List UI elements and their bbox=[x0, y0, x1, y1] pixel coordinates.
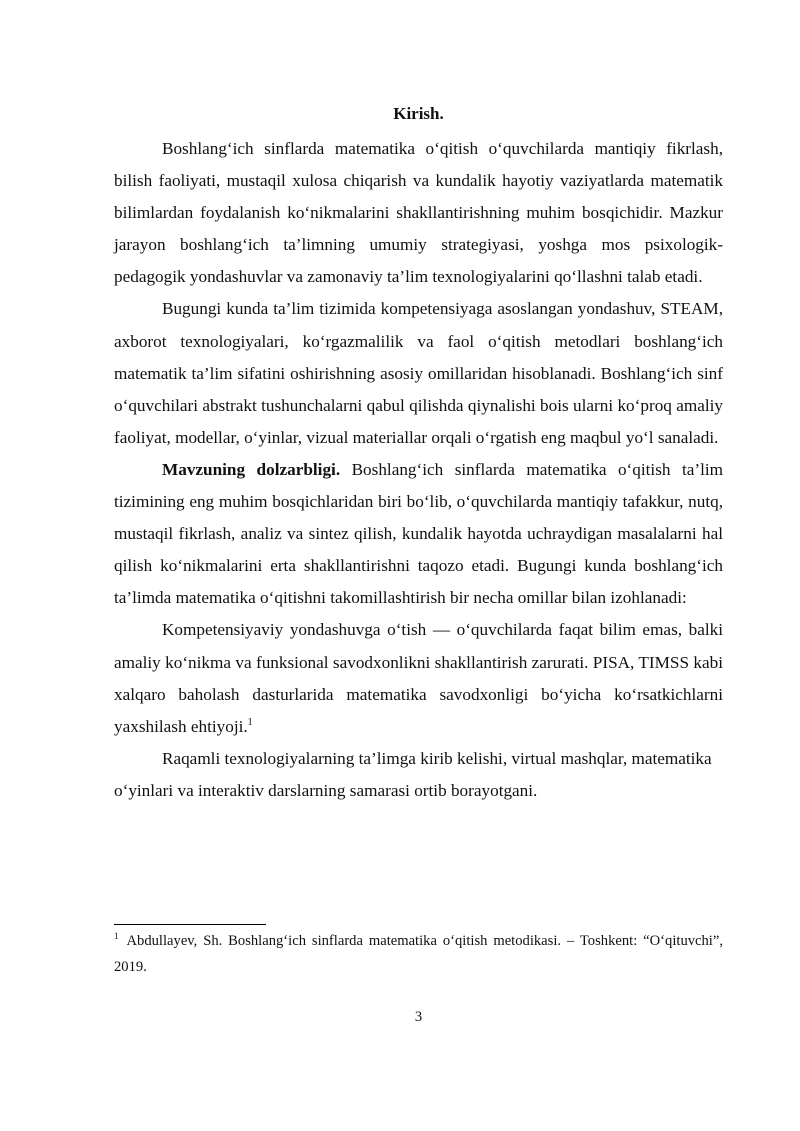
footnote-separator bbox=[114, 924, 266, 925]
paragraph-text: Raqamli texnologiyalarning ta’limga kirib kelishi, virtual mashqlar, matematika o‘yinlari va interaktiv darslarning samarasi ortib borayotgani. bbox=[114, 748, 712, 800]
paragraph-text: Kompetensiyaviy yondashuvga o‘tish — o‘quvchilarda faqat bilim emas, balki amaliy ko‘nikma va funksional savodxonlikni shakllantirish zarurati. PISA, TIMSS kabi xalqaro baholash dasturlarida matematika savodxonligi bo‘yicha ko‘rsatkichlarni yaxshilash ehtiyoji. bbox=[114, 620, 723, 736]
footnote-text: Abdullayev, Sh. Boshlang‘ich sinflarda matematika o‘qitish metodikasi. – Toshkent: “O‘qituvchi”, 2019. bbox=[114, 933, 723, 975]
paragraph-text: Boshlang‘ich sinflarda matematika o‘qitish ta’lim tizimining eng muhim bosqichlaridan biri bo‘lib, o‘quvchilarda mantiqiy tafakkur, nutq, mustaqil fikrlash, analiz va sintez qilish, kundalik hayotda uchraydigan masalalarni hal qilish ko‘nikmalarini erta shakllantirishni taqozo etadi. Bugungi kunda boshlang‘ich ta’limda matematika o‘qitishni takomillashtirish bir necha omillar bilan izohlanadi: bbox=[114, 459, 724, 608]
paragraph-text: Bugungi kunda ta’lim tizimida kompetensiyaga asoslangan yondashuv, STEAM, axborot texnologiyalari, ko‘rgazmalilik va faol o‘qitish metodlari boshlang‘ich matematik ta’lim sifatini oshirishning asosiy omillaridan hisoblanadi. Boshlang‘ich sinf o‘quvchilari abstrakt tushunchalarni qabul qilishda qiynalishi bois ularni ko‘proq amaliy faoliyat, modellar, o‘yinlar, vizual materiallar orqali o‘rgatish eng maqbul yo‘l sanaladi. bbox=[114, 299, 723, 447]
body-text bbox=[114, 133, 723, 807]
paragraph-relevance bbox=[114, 454, 723, 614]
footnote bbox=[114, 928, 723, 980]
footnote-marker: 1 bbox=[114, 931, 119, 941]
paragraph-competency-transition bbox=[114, 614, 723, 742]
section-heading: Kirish. bbox=[393, 104, 444, 123]
footnote-reference[interactable]: 1 bbox=[247, 716, 253, 728]
paragraph-digital-technologies bbox=[114, 743, 723, 807]
relevance-lead: Mavzuning dolzarbligi. bbox=[162, 459, 341, 479]
paragraph-competency-approach bbox=[114, 293, 723, 453]
page-number: 3 bbox=[414, 1009, 423, 1025]
paragraph-text: Boshlang‘ich sinflarda matematika o‘qitish o‘quvchilarda mantiqiy fikrlash, bilish faoliyati, mustaqil xulosa chiqarish va kundalik hayotiy vaziyatlarda matematik bilimlardan foydalanish ko‘nikmalarini shakllantirishning muhim bosqichidir. Mazkur jarayon boshlang‘ich ta’limning umumiy strategiyasi, yoshga mos psixologik-pedagogik yondashuvlar va zamonaviy ta’lim texnologiyalarini qo‘llashni talab etadi. bbox=[114, 139, 723, 287]
paragraph-introduction bbox=[114, 133, 723, 293]
